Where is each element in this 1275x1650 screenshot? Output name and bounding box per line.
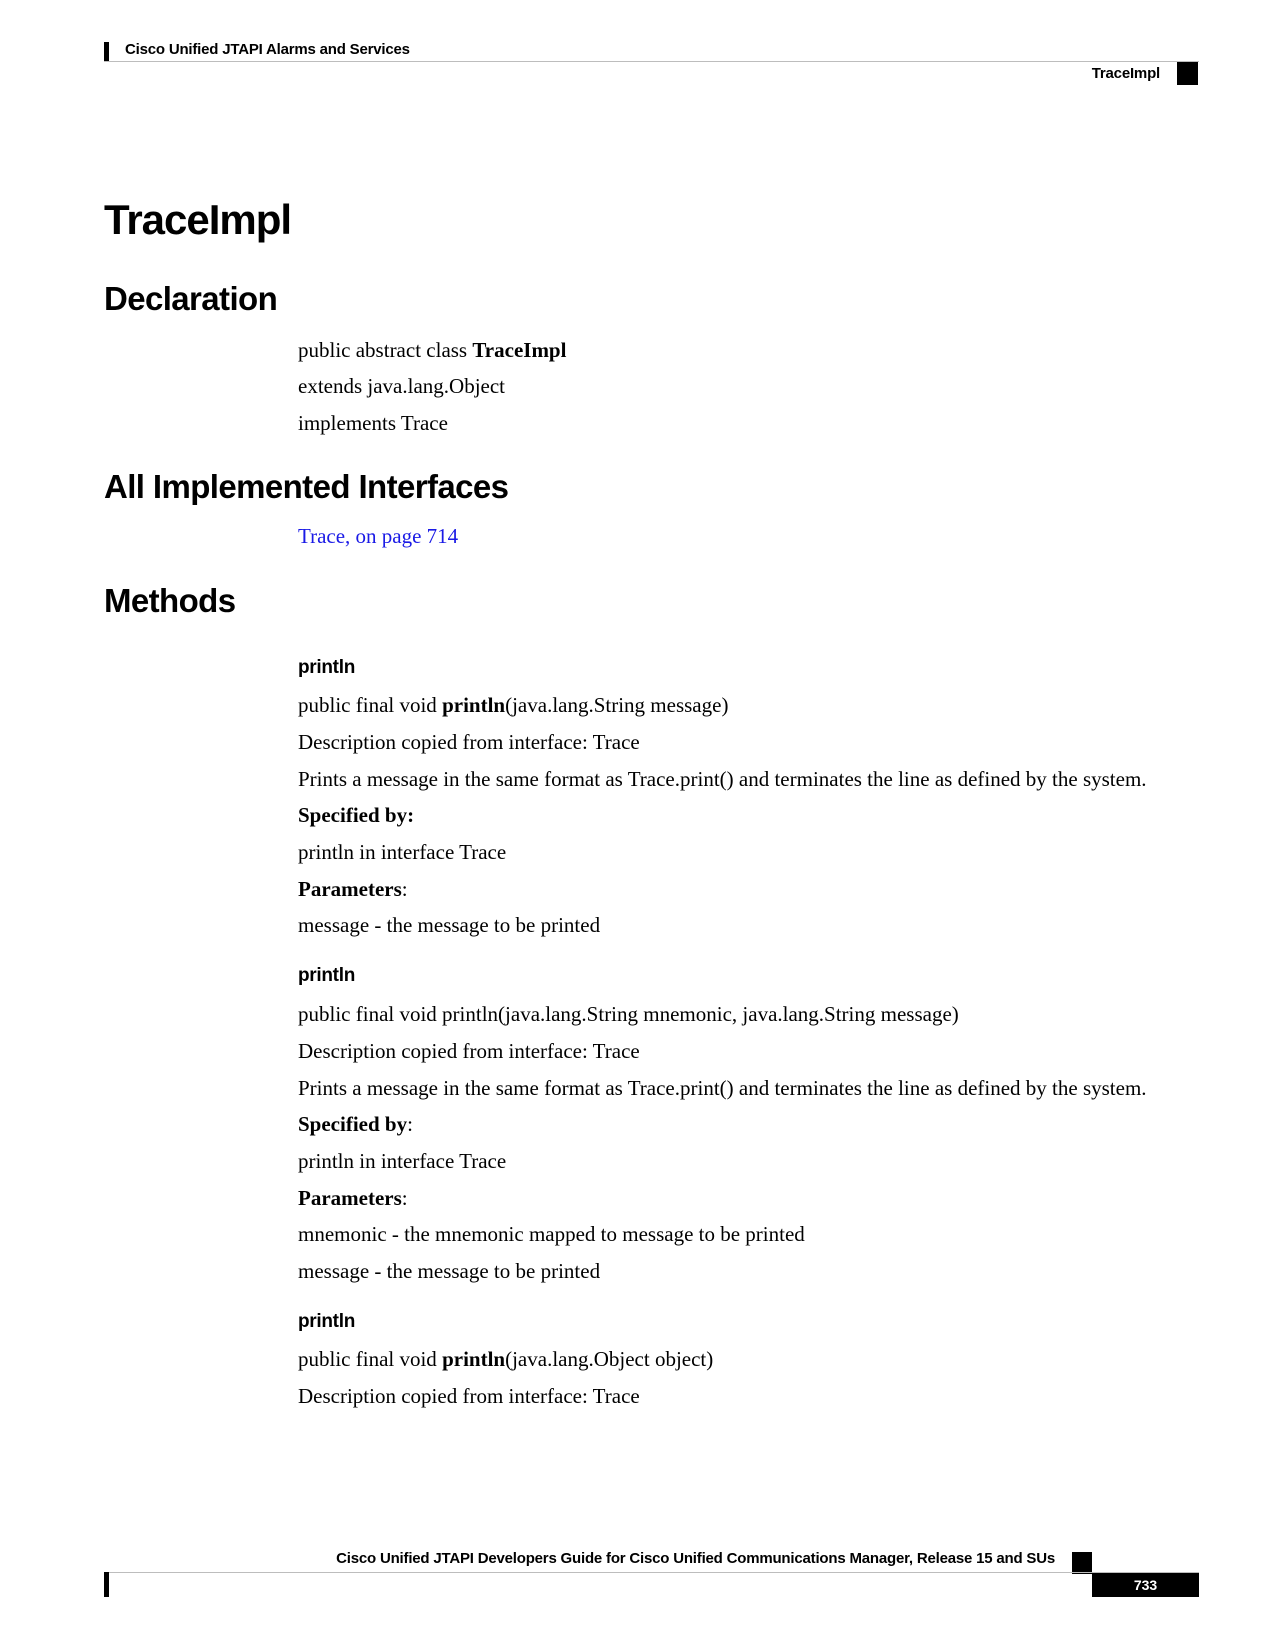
declaration-line-implements: implements Trace — [298, 411, 448, 435]
method-2-name: println — [298, 965, 355, 986]
footer-rule — [104, 1572, 1199, 1573]
header-block-mark — [1177, 62, 1198, 85]
page-title: TraceImpl — [104, 196, 292, 243]
method-2-param-message: message - the message to be printed — [298, 1259, 601, 1283]
method-2-signature: public final void println(java.lang.String mnemonic, java.lang.String message) — [298, 1002, 959, 1026]
footer-guide-title: Cisco Unified JTAPI Developers Guide for Cisco Unified Communications Manager, Release 15 and SUs — [336, 1550, 1055, 1567]
method-2-params-label — [298, 1185, 408, 1211]
method-2-param-mnemonic: mnemonic - the mnemonic mapped to message to be printed — [298, 1222, 805, 1246]
method-2-specified-label — [298, 1111, 413, 1137]
header-section-title: TraceImpl — [1091, 65, 1160, 82]
method-1-signature — [298, 692, 728, 718]
method-2-params-colon: : — [401, 1186, 408, 1210]
method-1-params-label-text: Parameters — [298, 877, 402, 901]
declaration-class-name: TraceImpl — [472, 338, 567, 362]
method-3-name: println — [298, 1311, 355, 1332]
method-1-params-label — [298, 876, 408, 902]
declaration-line-class — [298, 337, 566, 363]
methods-heading: Methods — [104, 582, 236, 619]
method-1-param-message: message - the message to be printed — [298, 913, 601, 937]
trace-page-link[interactable]: Trace, on page 714 — [298, 524, 459, 548]
method-1-sig-name: println — [442, 693, 506, 717]
method-2-description: Prints a message in the same format as Trace.print() and terminates the line as defined by the system. — [298, 1076, 1147, 1100]
method-1-params-colon: : — [401, 877, 408, 901]
method-1-specified-label-text: Specified by: — [298, 803, 415, 827]
page-number: 733 — [1092, 1573, 1199, 1597]
interfaces-heading: All Implemented Interfaces — [104, 468, 509, 505]
method-3-sig-suffix: (java.lang.Object object) — [505, 1347, 714, 1371]
method-1-sig-prefix: public final void — [298, 693, 443, 717]
declaration-heading: Declaration — [104, 280, 278, 317]
declaration-line-extends: extends java.lang.Object — [298, 374, 506, 398]
header-bar-mark — [104, 42, 109, 62]
method-2-description-source: Description copied from interface: Trace — [298, 1039, 640, 1063]
method-1-sig-suffix: (java.lang.String message) — [505, 693, 729, 717]
method-1-description-source: Description copied from interface: Trace — [298, 730, 640, 754]
footer-block-mark — [1072, 1552, 1092, 1574]
method-2-specified-colon: : — [407, 1112, 413, 1136]
method-2-specified-value: println in interface Trace — [298, 1149, 507, 1173]
method-1-specified-label — [298, 802, 414, 828]
method-1-description: Prints a message in the same format as Trace.print() and terminates the line as defined by the system. — [298, 767, 1147, 791]
footer-bar-mark — [104, 1572, 109, 1597]
header-rule — [104, 61, 1199, 62]
declaration-prefix: public abstract class — [298, 338, 473, 362]
method-3-sig-name: println — [442, 1347, 506, 1371]
method-2-params-label-text: Parameters — [298, 1186, 402, 1210]
method-3-description-source: Description copied from interface: Trace — [298, 1384, 640, 1408]
method-2-specified-label-text: Specified by — [298, 1112, 408, 1136]
method-3-sig-prefix: public final void — [298, 1347, 443, 1371]
method-1-name: println — [298, 657, 355, 678]
method-1-specified-value: println in interface Trace — [298, 840, 507, 864]
method-3-signature — [298, 1346, 713, 1372]
header-book-title: Cisco Unified JTAPI Alarms and Services — [125, 41, 410, 58]
